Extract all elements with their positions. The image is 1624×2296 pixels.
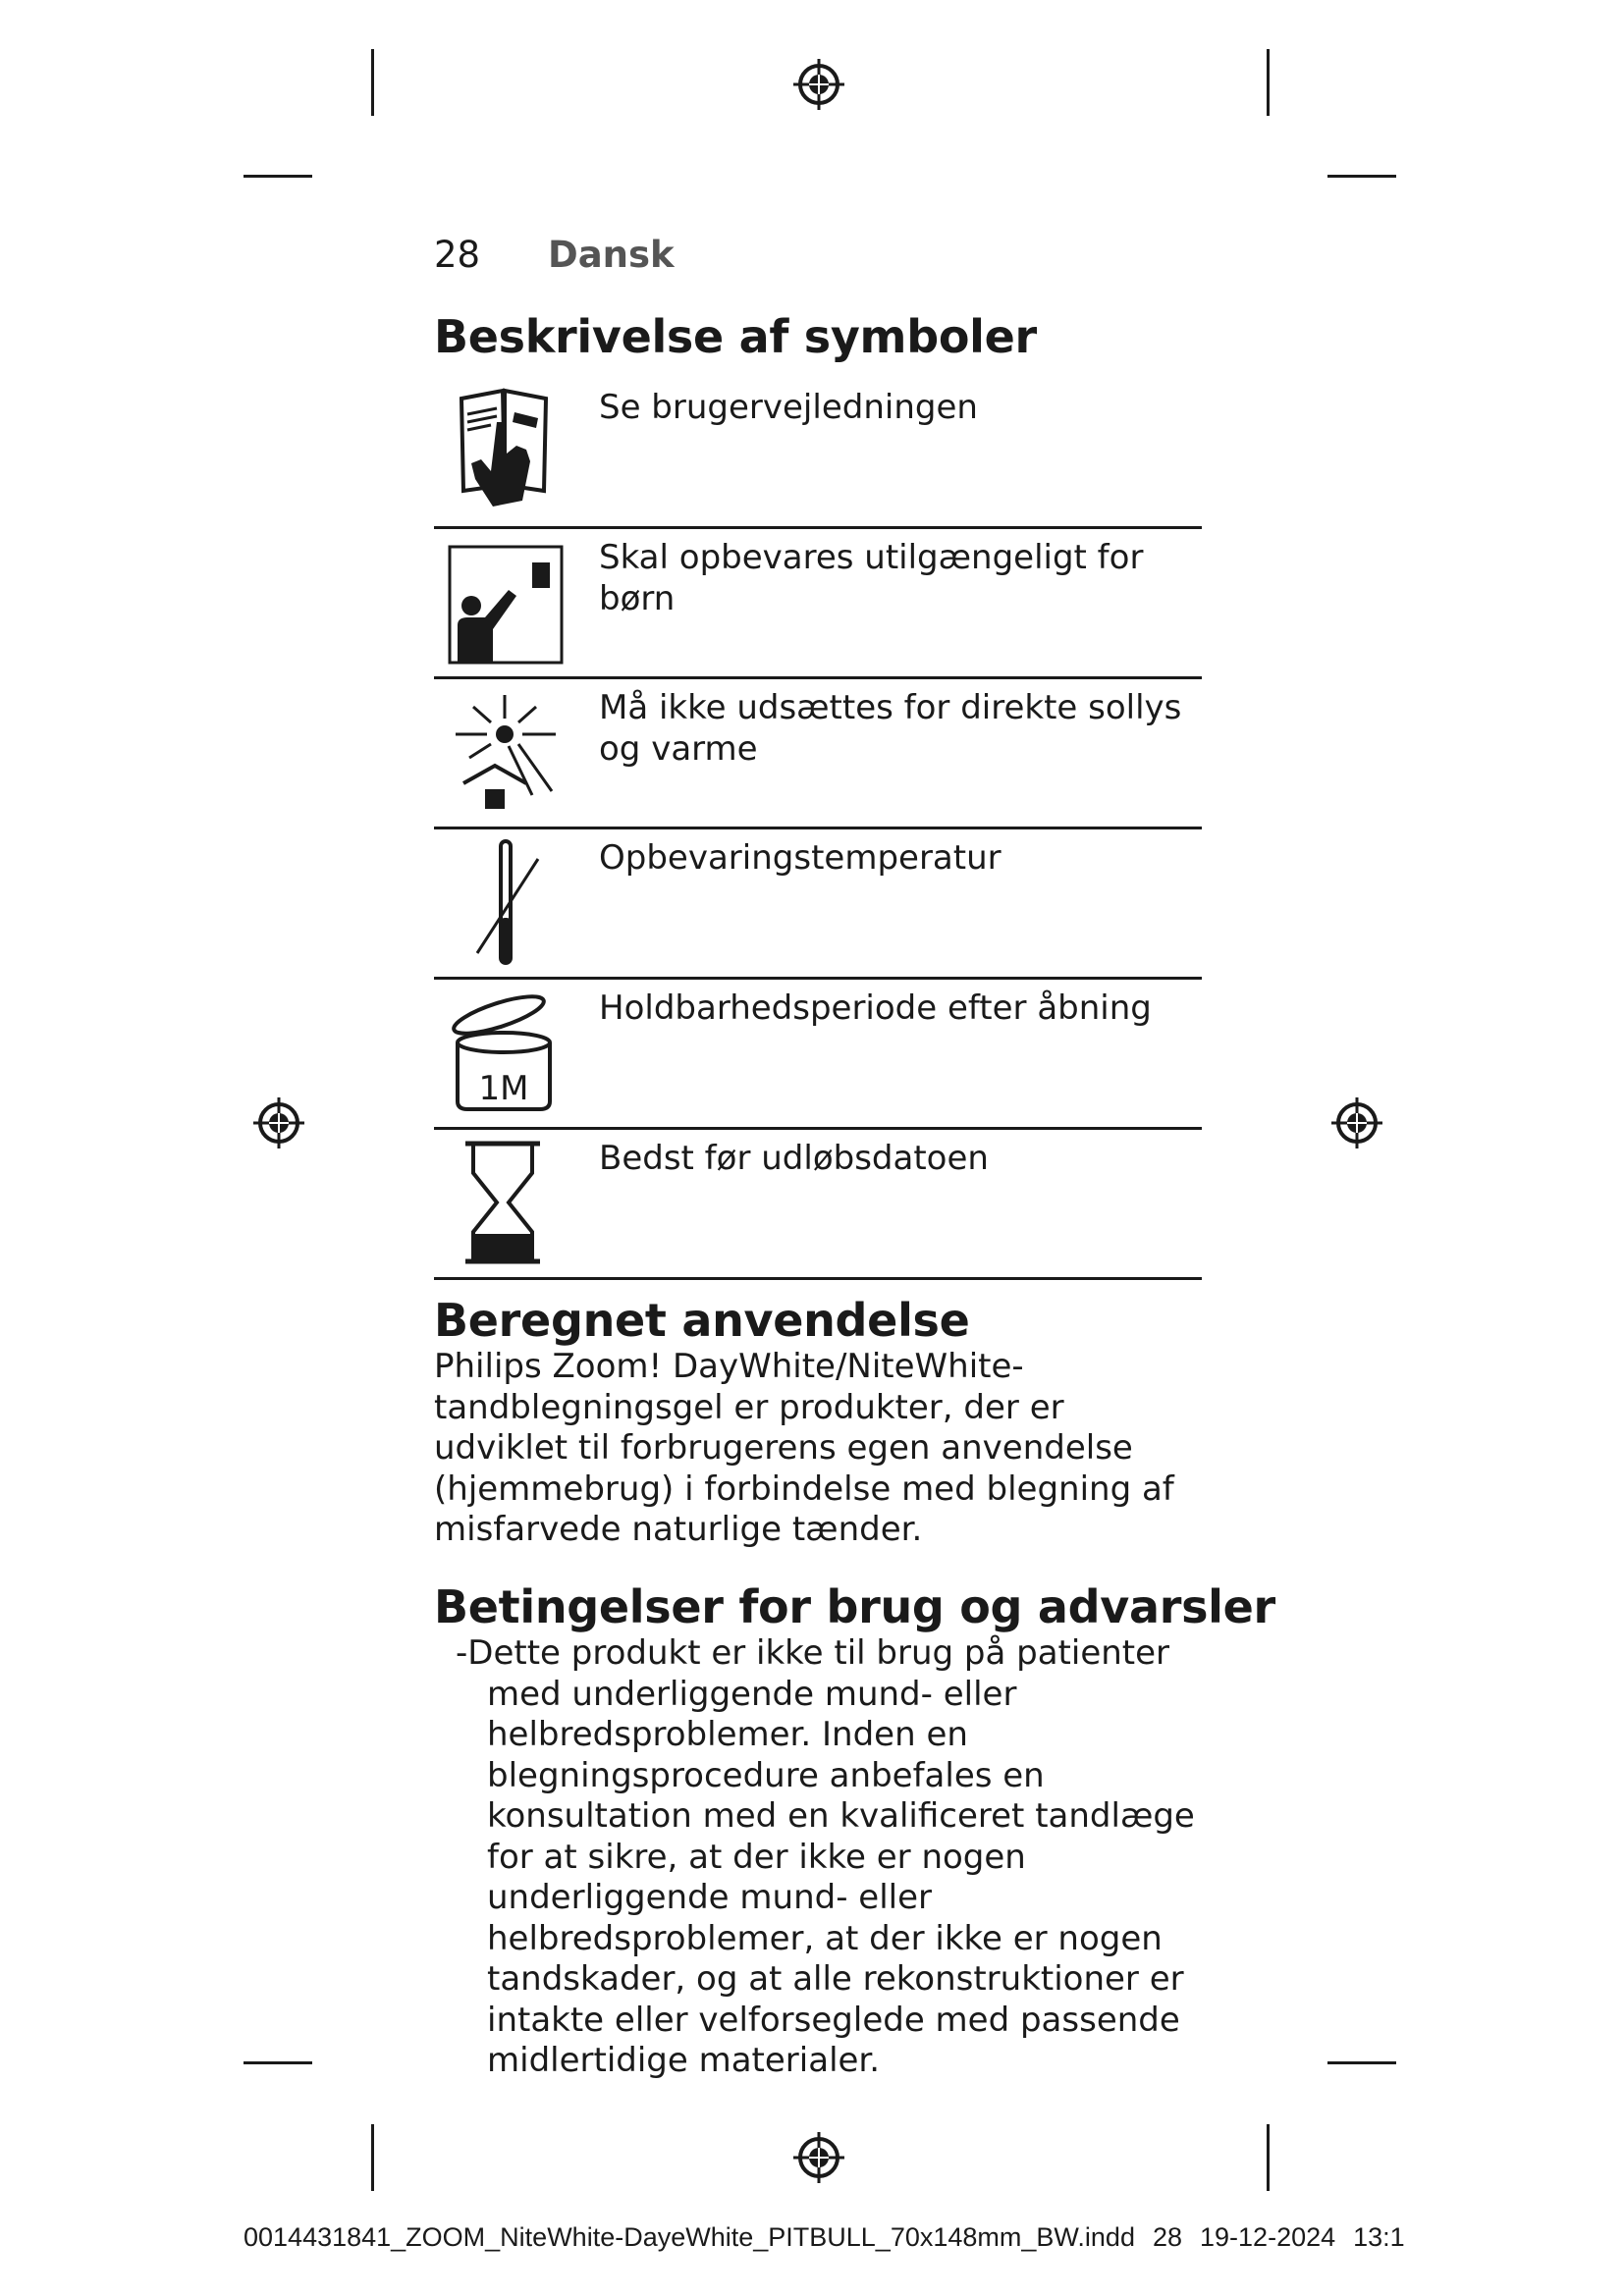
registration-mark-icon: [791, 2130, 846, 2185]
page-number: 28: [434, 234, 481, 276]
slug-date: 19-12-2024: [1200, 2222, 1336, 2252]
crop-mark: [244, 175, 312, 178]
hourglass-icon: [442, 1136, 568, 1269]
conditions-bullet: -Dette produkt er ikke til brug på patienter med underliggende mund- eller helbredsproblemer. Inden en blegningsprocedure anbefales en konsultation med en kvalificeret tandlæge for at sikre, at der ikke er nogen underliggende mund- eller helbredsproblemer, at der ikke er nogen tandskader, og at alle rekonstruktioner er intakte eller velforseglede med passende midlertidige materialer.: [456, 1633, 1195, 2080]
registration-mark-icon: [1329, 1095, 1384, 1150]
crop-mark: [1267, 49, 1270, 116]
registration-mark-icon: [791, 57, 846, 112]
symbol-row: [434, 529, 1202, 679]
jar-icon-text: 1M: [478, 1069, 529, 1108]
open-jar-icon: [442, 986, 568, 1119]
symbol-label: Skal opbevares utilgængeligt for børn: [599, 538, 1144, 618]
crop-mark: [371, 2124, 374, 2191]
symbol-label: Holdbarhedsperiode efter åbning: [599, 988, 1152, 1028]
symbols-heading: Beskrivelse af symboler: [434, 310, 1037, 363]
symbol-row: [434, 829, 1202, 980]
crop-mark: [1327, 175, 1396, 178]
slug-filename: 0014431841_ZOOM_NiteWhite-DayeWhite_PITBULL_70x148mm_BW.indd: [244, 2222, 1135, 2252]
print-slug: [244, 2222, 1423, 2253]
thermometer-icon: [442, 835, 568, 969]
symbol-row: [434, 679, 1202, 829]
crop-mark: [244, 2061, 312, 2064]
sunlight-heat-icon: [442, 685, 568, 819]
symbol-row: [434, 980, 1202, 1130]
manual-icon: [442, 385, 568, 518]
symbol-label: Må ikke udsættes for direkte sollys og varme: [599, 688, 1182, 769]
page-language: Dansk: [548, 234, 675, 276]
crop-mark: [1267, 2124, 1270, 2191]
conditions-heading: Betingelser for brug og advarsler: [434, 1580, 1275, 1633]
page-header: [434, 234, 675, 276]
intended-use-text: Philips Zoom! DayWhite/NiteWhite-tandblegningsgel er produkter, der er udviklet til forbrugerens egen anvendelse (hjemmebrug) i forbindelse med blegning af misfarvede naturlige tænder.: [434, 1347, 1174, 1549]
crop-mark: [1327, 2061, 1396, 2064]
child-safety-icon: [442, 535, 568, 668]
symbols-table: [434, 379, 1202, 1280]
crop-mark: [371, 49, 374, 116]
symbol-label: Opbevaringstemperatur: [599, 838, 1001, 878]
symbol-row: [434, 379, 1202, 529]
symbol-row: [434, 1130, 1202, 1280]
slug-time: 13:1: [1353, 2222, 1405, 2252]
intended-use-heading: Beregnet anvendelse: [434, 1294, 970, 1347]
symbol-label: Se brugervejledningen: [599, 388, 978, 427]
symbol-label: Bedst før udløbsdatoen: [599, 1139, 989, 1178]
slug-page: 28: [1152, 2222, 1183, 2252]
registration-mark-icon: [251, 1095, 306, 1150]
